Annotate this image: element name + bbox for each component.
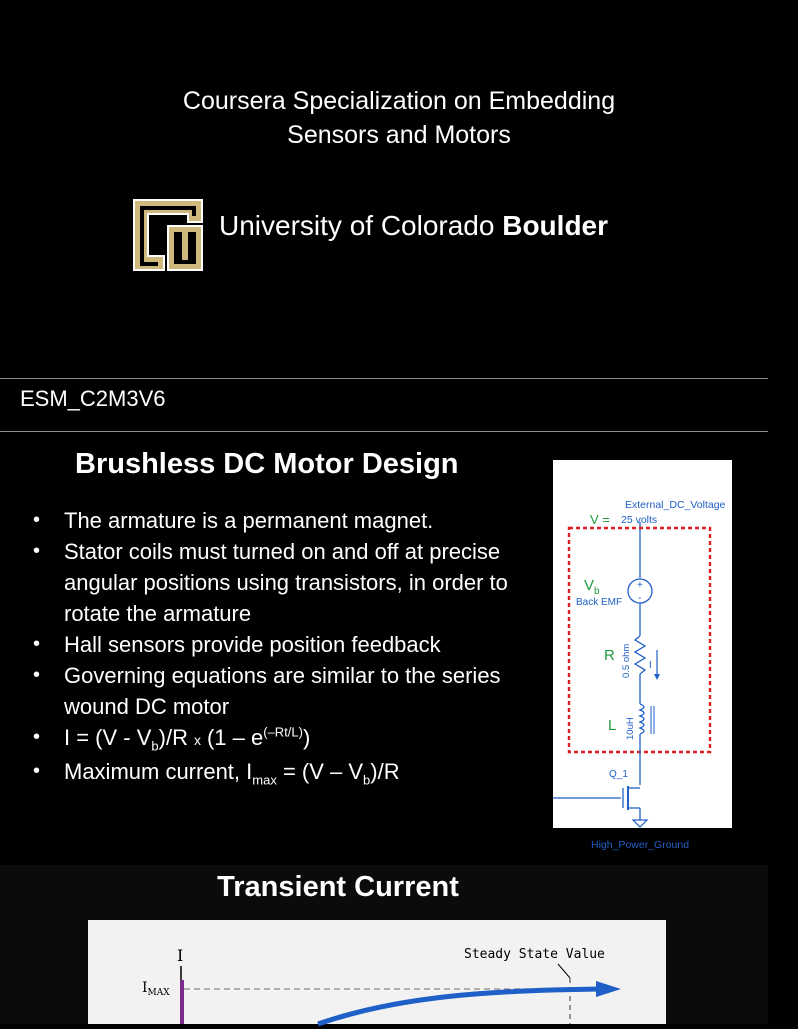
transistor-label: Q_1: [609, 769, 628, 780]
plus-sign: +: [637, 580, 643, 591]
purple-marker: [180, 980, 184, 1024]
vb-desc: Back EMF: [576, 597, 623, 608]
course-title-line1: Coursera Specialization on Embedding: [182, 87, 616, 115]
resistor-icon: [635, 636, 645, 674]
ground-icon: [633, 820, 647, 827]
motor-design-slide: [0, 432, 768, 865]
current-curve: [318, 989, 608, 1024]
cu-logo-icon: [128, 196, 208, 274]
curve-arrow-icon: [596, 981, 621, 997]
vb-label: $V_b$: [584, 577, 600, 597]
y-axis-label: I: [177, 946, 184, 965]
v-label: V =: [590, 512, 610, 527]
slide-code: ESM_C2M3V6: [20, 386, 166, 411]
bullet-item: • The armature is a permanent magnet.: [30, 505, 560, 536]
steady-state-pointer: [558, 964, 570, 978]
bullet-list: [30, 505, 560, 787]
l-value: 10uH: [625, 717, 636, 740]
slide-title: Transient Current: [217, 871, 459, 903]
course-title-line2: Sensors and Motors: [287, 121, 511, 149]
imax-label: $I_{MAX}$: [142, 980, 170, 998]
university-name-bold: Boulder: [502, 210, 609, 241]
inductor-icon: [640, 704, 644, 734]
current-arrow-icon: [654, 674, 660, 680]
transient-graph: [88, 920, 666, 1024]
supply-name: External_DC_Voltage: [625, 499, 726, 511]
equation-max-current: • Maximum current, $I_{max} = (V - V_b)/R$: [30, 756, 560, 787]
r-value: 0.5 ohm: [621, 643, 632, 678]
ground-label: High_Power_Ground: [591, 839, 690, 851]
transient-current-slide: [0, 865, 768, 1024]
slide-title: Brushless DC Motor Design: [75, 448, 459, 480]
r-label: R: [604, 647, 615, 664]
bullet-item: • Stator coils must turned on and off at precise angular positions using transistors, in order to rotate the armature: [30, 536, 560, 629]
university-name: [219, 210, 608, 242]
v-value: 25 volts: [621, 514, 658, 526]
university-name-regular: University of Colorado: [219, 210, 503, 241]
i-label: I: [649, 660, 652, 671]
bullet-item: • Hall sensors provide position feedback: [30, 629, 560, 660]
title-slide: [0, 0, 768, 378]
separator-top: [0, 378, 768, 379]
circuit-diagram: [553, 460, 732, 851]
equation-current: • $I = (V - V_b)/R$ x $(1 - e^{(-Rt/L)})$: [30, 722, 560, 756]
steady-state-label: Steady State Value: [464, 947, 605, 962]
bullet-item: • Governing equations are similar to the series wound DC motor: [30, 660, 560, 722]
course-title: [0, 84, 798, 152]
minus-sign: -: [638, 593, 642, 604]
l-label: L: [608, 717, 617, 734]
